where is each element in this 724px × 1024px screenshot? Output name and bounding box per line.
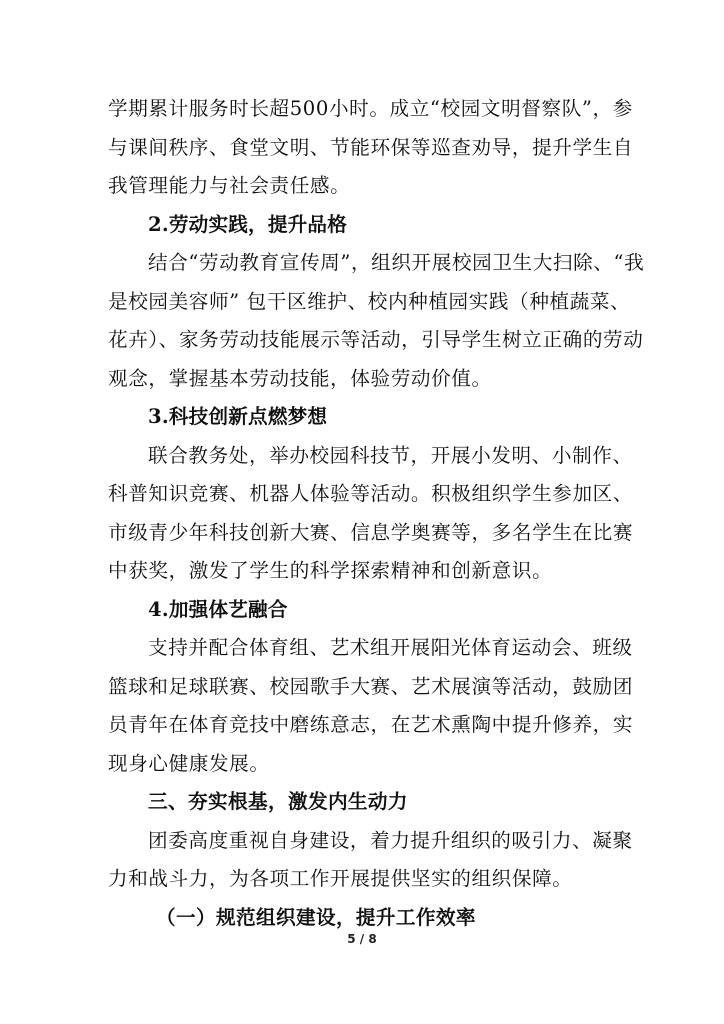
page-number: 5 / 8	[347, 932, 377, 946]
paragraph-line: 篮球和足球联赛、校园歌手大赛、艺术展演等活动，鼓励团	[108, 674, 634, 698]
section-heading: 三、夯实根基，激发内生动力	[148, 790, 408, 813]
document-page	[108, 90, 645, 937]
paragraph-line: 力和战斗力，为各项工作开展提供坚实的组织保障。	[108, 867, 573, 890]
paragraph-line: 支持并配合体育组、艺术组开展阳光体育运动会、班级	[148, 636, 633, 659]
paragraph-line: 我管理能力与社会责任感。	[108, 174, 351, 197]
paragraph-line: 市级青少年科技创新大赛、信息学奥赛等，多名学生在比赛	[108, 520, 634, 544]
subsection-heading: （一）规范组织建设，提升工作效率	[156, 905, 476, 929]
paragraph-line: 科普知识竞赛、机器人体验等活动。积极组织学生参加区、	[108, 482, 634, 505]
paragraph-line: 联合教务处，举办校园科技节，开展小发明、小制作、	[148, 443, 633, 467]
paragraph-line: 观念，掌握基本劳动技能，体验劳动价值。	[108, 366, 492, 390]
paragraph-line: 团委高度重视自身建设，着力提升组织的吸引力、凝聚	[148, 828, 633, 852]
subsection-heading: 3.科技创新点燃梦想	[148, 405, 328, 428]
paragraph-line: 与课间秩序、食堂文明、节能环保等巡查劝导，提升学生自	[108, 135, 634, 159]
paragraph-line: 是校园美容师” 包干区维护、校内种植园实践（种植蔬菜、	[108, 289, 631, 313]
paragraph-line: 现身心健康发展。	[108, 751, 270, 775]
paragraph-line: 学期累计服务时长超500小时。成立“校园文明督察队”，参	[108, 97, 633, 120]
paragraph-line: 中获奖，激发了学生的科学探索精神和创新意识。	[108, 559, 553, 582]
subsection-heading: 2.劳动实践，提升品格	[148, 212, 347, 236]
paragraph-line: 员青年在体育竞技中磨练意志，在艺术熏陶中提升修养，实	[108, 713, 634, 736]
paragraph-line: 花卉）、家务劳动技能展示等活动，引导学生树立正确的劳动	[108, 328, 644, 351]
subsection-heading: 4.加强体艺融合	[148, 597, 288, 621]
paragraph-line: 结合“劳动教育宣传周”，组织开展校园卫生大扫除、“我	[148, 251, 645, 274]
